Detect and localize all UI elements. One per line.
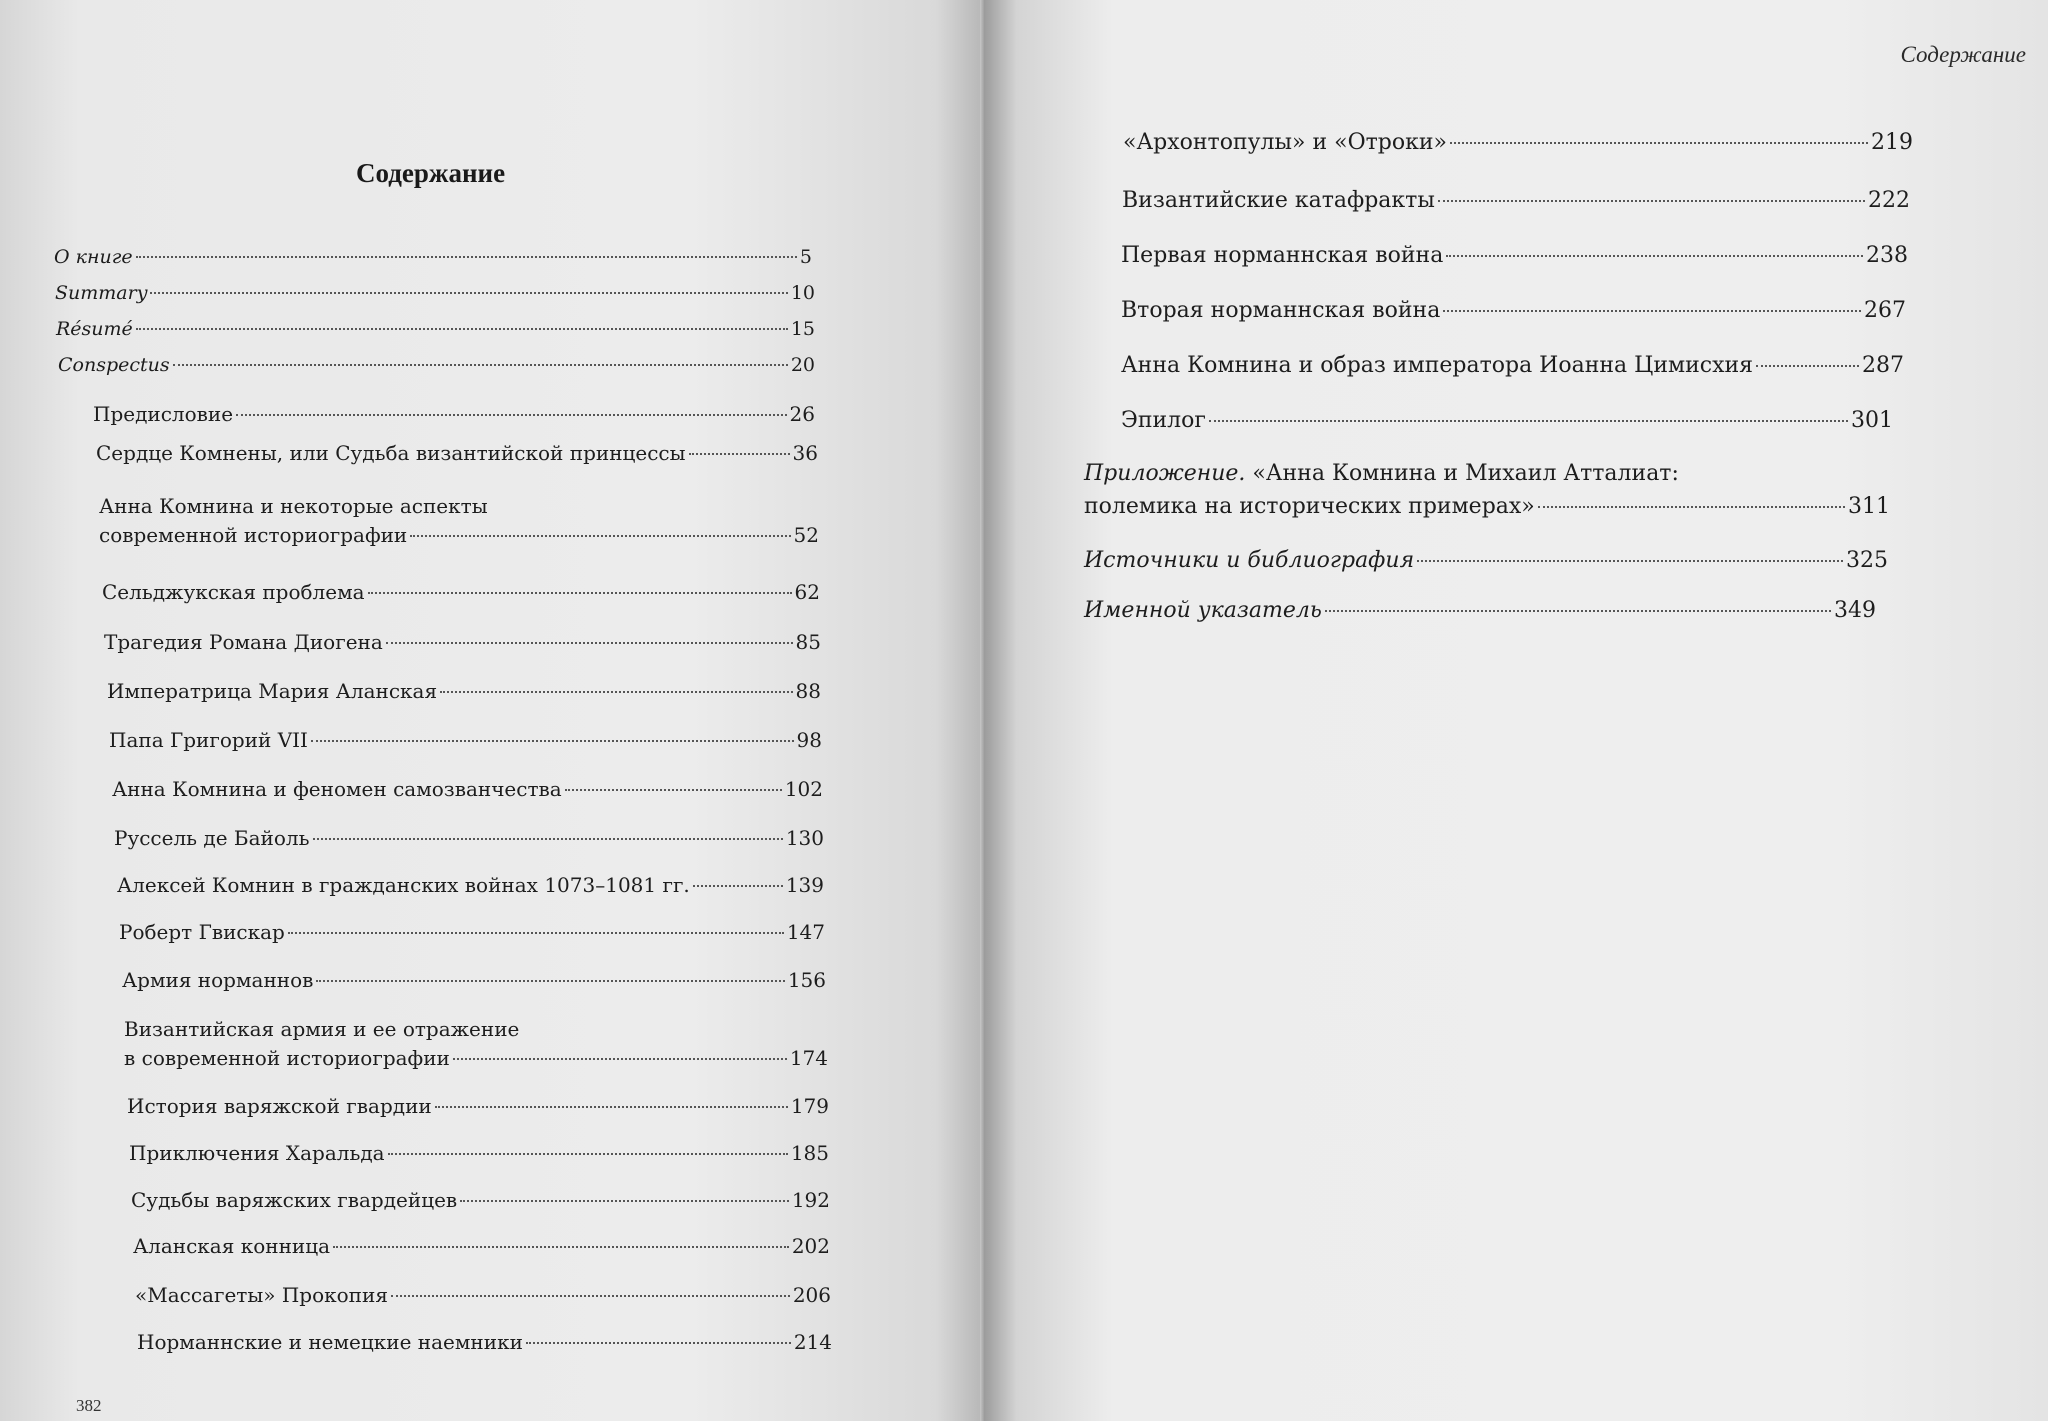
toc-page-number: 311 xyxy=(1848,494,1890,519)
toc-page-number: 102 xyxy=(784,777,823,801)
toc-entry[interactable] xyxy=(131,1188,830,1212)
dot-leader xyxy=(526,1342,791,1344)
toc-entry[interactable] xyxy=(1084,598,1876,623)
toc-entry-title: Трагедия Романа Диогена xyxy=(104,630,383,654)
toc-entry[interactable] xyxy=(96,441,818,465)
toc-entry-title: Именной указатель xyxy=(1084,598,1322,623)
dot-leader xyxy=(236,414,786,416)
toc-entry[interactable] xyxy=(129,1141,829,1165)
toc-entry-title: полемика на исторических примерах» xyxy=(1084,494,1535,519)
dot-leader xyxy=(386,642,793,644)
toc-page-number: 130 xyxy=(785,826,824,850)
toc-entry-title: современной историографии xyxy=(99,523,408,547)
toc-entry-title: Эпилог xyxy=(1121,408,1206,433)
dot-leader xyxy=(1438,200,1865,202)
toc-page-number: 10 xyxy=(790,282,815,304)
toc-page-number: 179 xyxy=(790,1094,829,1118)
left-page xyxy=(0,0,985,1421)
toc-page-number: 26 xyxy=(789,402,815,426)
toc-entry-title: «Архонтопулы» и «Отроки» xyxy=(1123,130,1448,155)
toc-page-number: 36 xyxy=(792,441,818,465)
dot-leader xyxy=(693,885,783,887)
toc-page-number: 20 xyxy=(790,354,815,376)
dot-leader xyxy=(388,1153,788,1155)
dot-leader xyxy=(136,328,788,330)
toc-page-number: 267 xyxy=(1864,298,1906,323)
dot-leader xyxy=(1417,560,1843,562)
toc-entry-title: Анна Комнина и образ императора Иоанна Цимисхия xyxy=(1121,353,1754,378)
toc-entry[interactable] xyxy=(122,968,826,992)
toc-page-number: 139 xyxy=(785,873,824,897)
toc-page-number: 174 xyxy=(789,1046,828,1070)
toc-page-number: 88 xyxy=(795,679,821,703)
page-number: 382 xyxy=(76,1396,102,1415)
toc-entry-title: Résumé xyxy=(56,318,133,340)
toc-entry-title-line1: Византийская армия и ее отражение xyxy=(124,1017,520,1041)
toc-page-number: 185 xyxy=(790,1141,829,1165)
toc-entry[interactable] xyxy=(102,580,820,604)
toc-entry-appendix[interactable] xyxy=(1084,461,1890,519)
dot-leader xyxy=(1209,420,1848,422)
toc-entry-title-line1: Анна Комнина и некоторые аспекты xyxy=(99,494,488,518)
page-title: Содержание xyxy=(356,158,506,188)
toc-entry[interactable] xyxy=(104,630,821,654)
toc-entry-title: Папа Григорий VII xyxy=(109,728,308,752)
toc-entry-title: Предисловие xyxy=(93,402,234,426)
dot-leader xyxy=(1450,142,1868,144)
toc-entry-title: «Массагеты» Прокопия xyxy=(135,1283,388,1307)
toc-entry-title: Алексей Комнин в гражданских войнах 1073–1081 гг. xyxy=(117,873,690,897)
toc-entry[interactable] xyxy=(1122,188,1910,213)
toc-page-number: 52 xyxy=(793,523,819,547)
toc-entry[interactable] xyxy=(114,826,824,850)
toc-entry[interactable] xyxy=(124,1017,828,1070)
toc-page-number: 147 xyxy=(786,920,825,944)
toc-page-number: 301 xyxy=(1851,408,1893,433)
dot-leader xyxy=(288,932,784,934)
toc-entry[interactable] xyxy=(133,1234,830,1258)
dot-leader xyxy=(1756,365,1859,367)
toc-entry[interactable] xyxy=(109,728,822,752)
dot-leader xyxy=(1443,310,1861,312)
toc-entry-title: История варяжской гвардии xyxy=(127,1094,432,1118)
toc-entry-title: Conspectus xyxy=(58,354,170,376)
toc-page-number: 156 xyxy=(787,968,826,992)
toc-entry[interactable] xyxy=(117,873,824,897)
toc-page-number: 85 xyxy=(795,630,821,654)
toc-entry-title: Судьбы варяжских гвардейцев xyxy=(131,1188,458,1212)
toc-page-number: 62 xyxy=(794,580,820,604)
toc-entry-title: в современной историографии xyxy=(124,1046,450,1070)
toc-entry-title: Вторая норманнская война xyxy=(1121,298,1441,323)
toc-page-number: 202 xyxy=(791,1234,830,1258)
toc-entry[interactable] xyxy=(56,318,815,340)
dot-leader xyxy=(1325,610,1831,612)
toc-entry[interactable] xyxy=(137,1330,832,1354)
toc-entry-title: Аланская конница xyxy=(133,1234,331,1258)
toc-entry-title: Византийские катафракты xyxy=(1122,188,1435,213)
toc-entry[interactable] xyxy=(55,282,815,304)
toc-entry[interactable] xyxy=(54,246,812,268)
dot-leader xyxy=(316,980,784,982)
toc-entry[interactable] xyxy=(119,920,825,944)
toc-entry[interactable] xyxy=(93,402,815,426)
toc-entry[interactable] xyxy=(1121,243,1908,268)
toc-entry-title: Первая норманнская война xyxy=(1121,243,1444,268)
toc-entry[interactable] xyxy=(107,679,821,703)
toc-entry-title: Роберт Гвискар xyxy=(119,920,285,944)
toc-page-number: 287 xyxy=(1862,353,1904,378)
toc-entry[interactable] xyxy=(112,777,823,801)
dot-leader xyxy=(460,1200,789,1202)
toc-entry[interactable] xyxy=(58,354,815,376)
toc-entry-title: Сердце Комнены, или Судьба византийской принцессы xyxy=(96,441,686,465)
toc-entry-title: О книге xyxy=(54,246,133,268)
toc-page-number: 5 xyxy=(799,246,812,268)
toc-entry-title: Руссель де Байоль xyxy=(114,826,310,850)
dot-leader xyxy=(453,1058,787,1060)
toc-entry[interactable] xyxy=(99,494,819,547)
dot-leader xyxy=(313,838,783,840)
toc-entry[interactable] xyxy=(127,1094,829,1118)
toc-entry[interactable] xyxy=(1123,130,1913,155)
toc-entry[interactable] xyxy=(1121,353,1904,378)
toc-page-number: 214 xyxy=(793,1330,832,1354)
dot-leader xyxy=(440,691,792,693)
toc-page-number: 219 xyxy=(1871,130,1913,155)
toc-entry[interactable] xyxy=(1121,408,1893,433)
toc-page-number: 325 xyxy=(1846,548,1888,573)
toc-page-number: 206 xyxy=(792,1283,831,1307)
dot-leader xyxy=(1538,506,1845,508)
toc-page-number: 238 xyxy=(1866,243,1908,268)
dot-leader xyxy=(173,364,788,366)
toc-entry-title: Сельджукская проблема xyxy=(102,580,365,604)
right-page xyxy=(985,0,2048,1421)
dot-leader xyxy=(565,789,782,791)
toc-entry-title: Норманнские и немецкие наемники xyxy=(137,1330,523,1354)
dot-leader xyxy=(136,256,797,258)
toc-entry-title: Summary xyxy=(55,282,148,304)
dot-leader xyxy=(435,1106,788,1108)
toc-page-number: 98 xyxy=(796,728,822,752)
toc-page-number: 349 xyxy=(1834,598,1876,623)
toc-page-number: 192 xyxy=(791,1188,830,1212)
dot-leader xyxy=(689,453,790,455)
toc-page-number: 222 xyxy=(1868,188,1910,213)
appendix-label: Приложение. xyxy=(1084,461,1246,486)
dot-leader xyxy=(1446,255,1863,257)
dot-leader xyxy=(150,292,787,294)
toc-entry[interactable] xyxy=(135,1283,831,1307)
dot-leader xyxy=(368,592,792,594)
running-head: Содержание xyxy=(1900,42,2026,67)
dot-leader xyxy=(333,1246,789,1248)
toc-entry-title: Приключения Харальда xyxy=(129,1141,385,1165)
toc-entry[interactable] xyxy=(1084,548,1888,573)
toc-entry-title: Армия норманнов xyxy=(122,968,314,992)
dot-leader xyxy=(410,535,790,537)
toc-entry-title: Источники и библиография xyxy=(1084,548,1415,573)
toc-entry-title: Анна Комнина и феномен самозванчества xyxy=(112,777,562,801)
toc-page-number: 15 xyxy=(790,318,815,340)
dot-leader xyxy=(311,740,794,742)
toc-entry-title: Императрица Мария Аланская xyxy=(107,679,438,703)
dot-leader xyxy=(391,1295,790,1297)
toc-entry[interactable] xyxy=(1121,298,1906,323)
toc-entry-title-line1: «Анна Комнина и Михаил Атталиат: xyxy=(1252,461,1679,486)
